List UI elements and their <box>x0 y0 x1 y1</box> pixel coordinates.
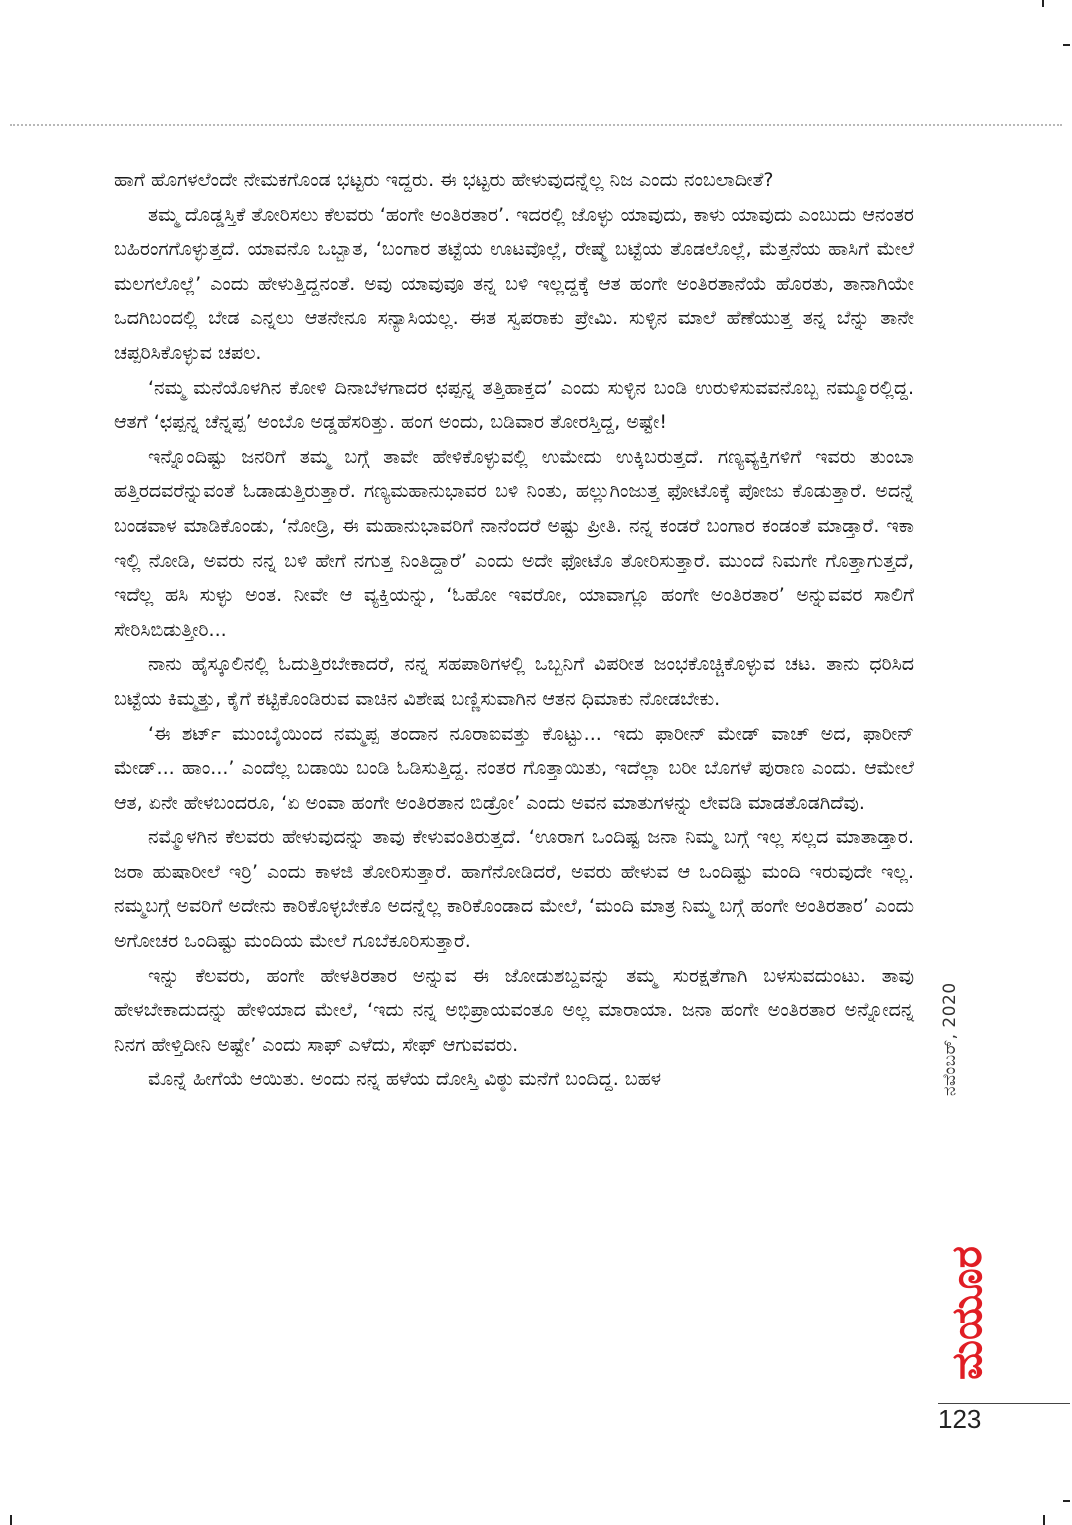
crop-mark-bottom-left <box>10 1515 12 1525</box>
header-dotted-rule <box>10 124 1062 126</box>
crop-mark-right-upper <box>1063 44 1070 46</box>
crop-mark-right-lower <box>1063 1500 1070 1502</box>
crop-mark-bottom-right <box>1043 1515 1045 1525</box>
paragraph: ಹಾಗೆ ಹೊಗಳಲೆಂದೇ ನೇಮಕಗೊಂಡ ಭಟ್ಟರು ಇದ್ದರು. ಈ ಭಟ್ಟರು ಹೇಳುವುದನ್ನೆಲ್ಲ ನಿಜ ಎಂದು ನಂಬಲಾದೀತೆ? <box>114 169 774 191</box>
paragraph: ನಮ್ಮೊಳಗಿನ ಕೆಲವರು ಹೇಳುವುದನ್ನು ತಾವು ಕೇಳುವಂತಿರುತ್ತದೆ. ‘ಊರಾಗ ಒಂದಿಷ್ಟ ಜನಾ ನಿಮ್ಮ ಬಗ್ಗೆ ಇಲ್ಲ ಸಲ್ಲದ ಮಾತಾಡ್ತಾರ. ಜರಾ ಹುಷಾರೀಲೆ ಇರ್‍ರಿ’ ಎಂದು ಕಾಳಜಿ ತೋರಿಸುತ್ತಾರೆ. ಹಾಗೆನೋಡಿದರೆ, ಅವರು ಹೇಳುವ ಆ ಒಂದಿಷ್ಟು ಮಂದಿ ಇರುವುದೇ ಇಲ್ಲ. ನಮ್ಮಬಗ್ಗೆ ಅವರಿಗೆ ಅದೇನು ಕಾರಿಕೊಳ್ಳಬೇಕೊ ಅದನ್ನೆಲ್ಲ ಕಾರಿಕೊಂಡಾದ ಮೇಲೆ, ‘ಮಂದಿ ಮಾತ್ರ ನಿಮ್ಮ ಬಗ್ಗೆ ಹಂಗೇ ಅಂತಿರತಾರ’ ಎಂದು ಅಗೋಚರ ಒಂದಿಷ್ಟು ಮಂದಿಯ ಮೇಲೆ ಗೂಬೆಕೂರಿಸುತ್ತಾರೆ. <box>114 826 914 953</box>
paragraph: ತಮ್ಮ ದೊಡ್ಡಸ್ತಿಕೆ ತೋರಿಸಲು ಕೆಲವರು ‘ಹಂಗೇ ಅಂತಿರತಾರ’. ಇದರಲ್ಲಿ ಜೊಳ್ಳು ಯಾವುದು, ಕಾಳು ಯಾವುದು ಎಂಬುದು ಆನಂತರ ಬಹಿರಂಗಗೊಳ್ಳುತ್ತದೆ. ಯಾವನೊ ಒಬ್ಬಾತ, ‘ಬಂಗಾರ ತಟ್ಟೆಯ ಊಟವೊಲ್ಲೆ, ರೇಷ್ಮೆ ಬಟ್ಟೆಯ ತೊಡಲೊಲ್ಲೆ, ಮೆತ್ತನೆಯ ಹಾಸಿಗೆ ಮೇಲೆ ಮಲಗಲೊಲ್ಲೆ’ ಎಂದು ಹೇಳುತ್ತಿದ್ದನಂತೆ. ಅವು ಯಾವುವೂ ತನ್ನ ಬಳಿ ಇಲ್ಲದ್ದಕ್ಕೆ ಆತ ಹಂಗೇ ಅಂತಿರತಾನೆಯೆ ಹೊರತು, ತಾನಾಗಿಯೇ ಒದಗಿಬಂದಲ್ಲಿ ಬೇಡ ಎನ್ನಲು ಆತನೇನೂ ಸನ್ಯಾಸಿಯಲ್ಲ. ಈತ ಸ್ವಪರಾಕು ಪ್ರೇಮಿ. ಸುಳ್ಳಿನ ಮಾಲೆ ಹೆಣೆಯುತ್ತ ತನ್ನ ಬೆನ್ನು ತಾನೇ ಚಪ್ಪರಿಸಿಕೊಳ್ಳುವ ಚಪಲ. <box>114 203 914 364</box>
crop-mark-top-right <box>1042 0 1044 7</box>
article-body <box>114 163 914 1097</box>
issue-date: ನವೆಂಬರ್, 2020 <box>940 982 960 1096</box>
paragraph: ಮೊನ್ನೆ ಹೀಗೆಯೆ ಆಯಿತು. ಅಂದು ನನ್ನ ಹಳೆಯ ದೋಸ್ತಿ ವಿಠ್ಠು ಮನೆಗೆ ಬಂದಿದ್ದ. ಬಹಳ <box>148 1068 662 1091</box>
paragraph: ನಾನು ಹೈಸ್ಕೂಲಿನಲ್ಲಿ ಓದುತ್ತಿರಬೇಕಾದರೆ, ನನ್ನ ಸಹಪಾಠಿಗಳಲ್ಲಿ ಒಬ್ಬನಿಗೆ ವಿಪರೀತ ಜಂಭಕೊಚ್ಚಿಕೊಳ್ಳುವ ಚಟ. ತಾನು ಧರಿಸಿದ ಬಟ್ಟೆಯ ಕಿಮ್ಮತ್ತು, ಕೈಗೆ ಕಟ್ಟಿಕೊಂಡಿರುವ ವಾಚಿನ ವಿಶೇಷ ಬಣ್ಣಿಸುವಾಗಿನ ಆತನ ಧಿಮಾಕು ನೋಡಬೇಕು. <box>114 653 914 710</box>
paragraph: ‘ಈ ಶರ್ಟ್ ಮುಂಬೈಯಿಂದ ನಮ್ಮಪ್ಪ ತಂದಾನ ನೂರಾಐವತ್ತು ಕೊಟ್ಟು... ಇದು ಫಾರೀನ್ ಮೇಡ್ ವಾಚ್ ಅದ, ಫಾರೀನ್ ಮೇಡ್... ಹಾಂ...’ ಎಂದೆಲ್ಲ ಬಡಾಯಿ ಬಂಡಿ ಓಡಿಸುತ್ತಿದ್ದ. ನಂತರ ಗೊತ್ತಾಯಿತು, ಇದೆಲ್ಲಾ ಬರೀ ಬೊಗಳೆ ಪುರಾಣ ಎಂದು. ಆಮೇಲೆ ಆತ, ಏನೇ ಹೇಳಬಂದರೂ, ‘ಏ ಅಂವಾ ಹಂಗೇ ಅಂತಿರತಾನ ಬಿಡ್ರೋ’ ಎಂದು ಅವನ ಮಾತುಗಳನ್ನು ಲೇವಡಿ ಮಾಡತೊಡಗಿದೆವು. <box>114 722 914 814</box>
paragraph: ಇನ್ನೊಂದಿಷ್ಟು ಜನರಿಗೆ ತಮ್ಮ ಬಗ್ಗೆ ತಾವೇ ಹೇಳಿಕೊಳ್ಳುವಲ್ಲಿ ಉಮೇದು ಉಕ್ಕಿಬರುತ್ತದೆ. ಗಣ್ಯವ್ಯಕ್ತಿಗಳಿಗೆ ಇವರು ತುಂಬಾ ಹತ್ತಿರದವರೆನ್ನುವಂತೆ ಓಡಾಡುತ್ತಿರುತ್ತಾರೆ. ಗಣ್ಯಮಹಾನುಭಾವರ ಬಳಿ ನಿಂತು, ಹಲ್ಲುಗಿಂಜುತ್ತ ಫೋಟೊಕ್ಕೆ ಪೋಜು ಕೊಡುತ್ತಾರೆ. ಅದನ್ನೆ ಬಂಡವಾಳ ಮಾಡಿಕೊಂಡು, ‘ನೋಡ್ರಿ, ಈ ಮಹಾನುಭಾವರಿಗೆ ನಾನೆಂದರೆ ಅಷ್ಟು ಪ್ರೀತಿ. ನನ್ನ ಕಂಡರೆ ಬಂಗಾರ ಕಂಡಂತೆ ಮಾಡ್ತಾರೆ. ಇಕಾ ಇಲ್ಲಿ ನೋಡಿ, ಅವರು ನನ್ನ ಬಳಿ ಹೇಗೆ ನಗುತ್ತ ನಿಂತಿದ್ದಾರೆ’ ಎಂದು ಅದೇ ಫೋಟೊ ತೋರಿಸುತ್ತಾರೆ. ಮುಂದೆ ನಿಮಗೇ ಗೊತ್ತಾಗುತ್ತದೆ, ಇದೆಲ್ಲ ಹಸಿ ಸುಳ್ಳು ಅಂತ. ನೀವೇ ಆ ವ್ಯಕ್ತಿಯನ್ನು, ‘ಓಹೋ ಇವರೋ, ಯಾವಾಗ್ಲೂ ಹಂಗೇ ಅಂತಿರತಾರ’ ಅನ್ನುವವರ ಸಾಲಿಗೆ ಸೇರಿಸಿಬಿಡುತ್ತೀರಿ... <box>114 445 914 641</box>
page-number: 123 <box>938 1404 982 1434</box>
paragraph: ಇನ್ನು ಕೆಲವರು, ಹಂಗೇ ಹೇಳತಿರತಾರ ಅನ್ನುವ ಈ ಜೋಡುಶಬ್ದವನ್ನು ತಮ್ಮ ಸುರಕ್ಷತೆಗಾಗಿ ಬಳಸುವದುಂಟು. ತಾವು ಹೇಳಬೇಕಾದುದನ್ನು ಹೇಳಿಯಾದ ಮೇಲೆ, ‘ಇದು ನನ್ನ ಅಭಿಪ್ರಾಯವಂತೂ ಅಲ್ಲ ಮಾರಾಯಾ. ಜನಾ ಹಂಗೇ ಅಂತಿರತಾರ ಅನ್ನೋದನ್ನ ನಿನಗ ಹೇಳ್ತಿದೀನಿ ಅಷ್ಟೇ’ ಎಂದು ಸಾಫ್ ಎಳೆದು, ಸೇಫ್ ಆಗುವವರು. <box>114 964 914 1056</box>
paragraph: ‘ನಮ್ಮ ಮನೆಯೊಳಗಿನ ಕೋಳಿ ದಿನಾಬೆಳಗಾದರ ಛಪ್ಪನ್ನ ತತ್ತಿಹಾಕ್ತದ’ ಎಂದು ಸುಳ್ಳಿನ ಬಂಡಿ ಉರುಳಿಸುವವನೊಬ್ಬ ನಮ್ಮೂರಲ್ಲಿದ್ದ. ಆತಗೆ ‘ಛಪ್ಪನ್ನ ಚೆನ್ನಪ್ಪ’ ಅಂಬೊ ಅಡ್ಡಹೆಸರಿತ್ತು. ಹಂಗ ಅಂದು, ಬಡಿವಾರ ತೋರಸ್ತಿದ್ದ, ಅಷ್ಟೇ! <box>114 376 914 434</box>
magazine-logo: ಮಯೂರ <box>942 1246 991 1380</box>
